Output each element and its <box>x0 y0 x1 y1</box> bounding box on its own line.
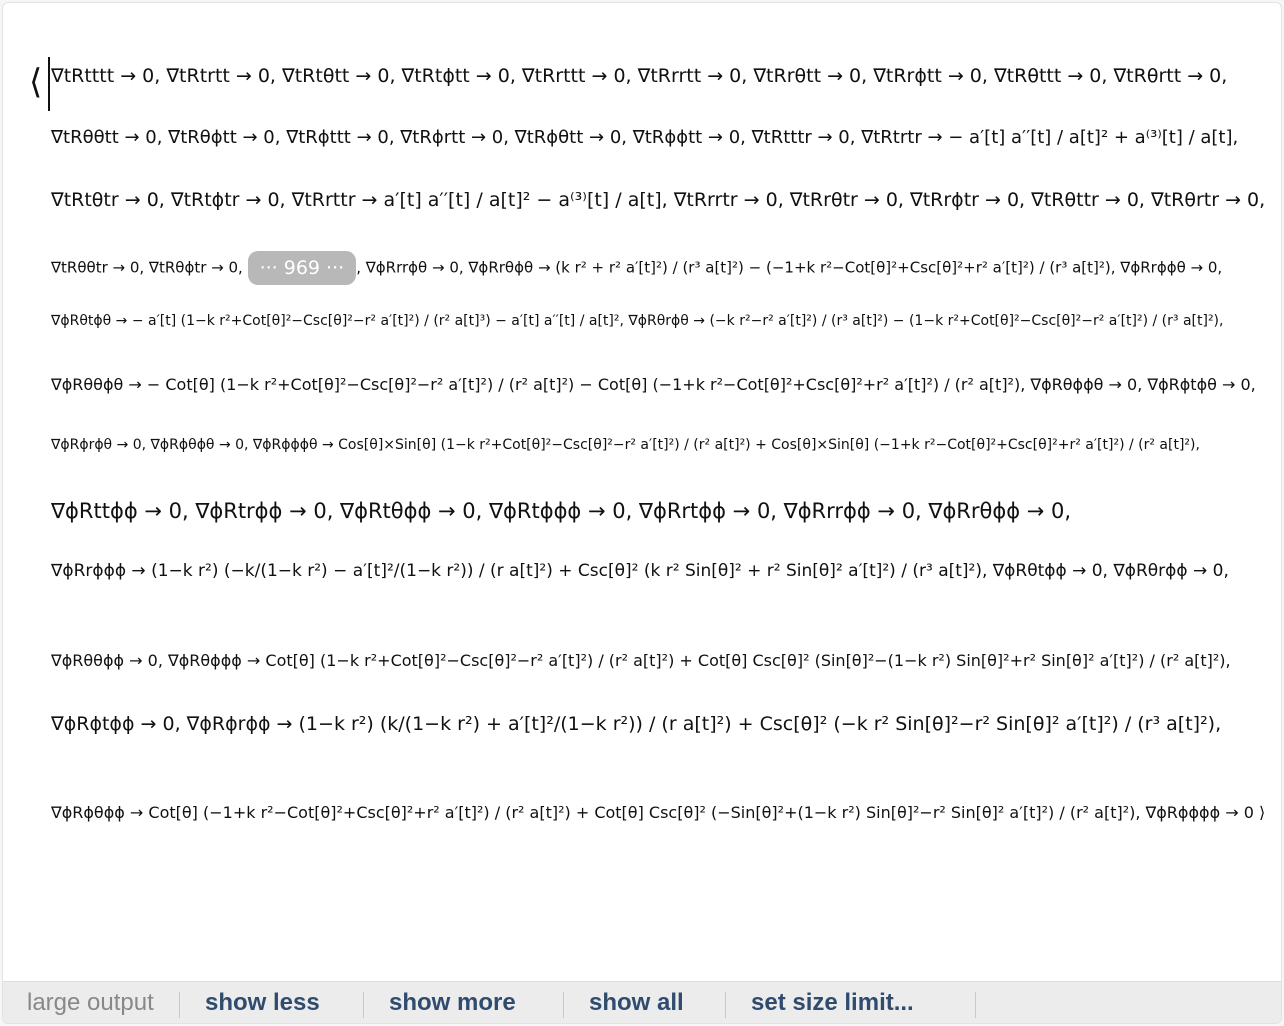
separator <box>975 992 976 1018</box>
output-line-4: ∇tRθθtr → 0, ∇tRθϕtr → 0, ··· 969 ··· , ∇ϕRrrϕθ → 0, ∇ϕRrθϕθ → (k r² + r² a′[t]²) / (r³ a[t]²) − (−1+k r²−Cot[θ]²+Csc[θ]²+r² a′[t]²) / (r³ a[t]²), ∇ϕRrϕϕθ → 0, <box>31 251 1271 313</box>
output-line-12: ∇ϕRϕθϕϕ → Cot[θ] (−1+k r²−Cot[θ]²+Csc[θ]²+r² a′[t]²) / (r² a[t]²) + Cot[θ] Csc[θ]² (−Sin[θ]²+(1−k r²) Sin[θ]²−r² Sin[θ]² a′[t]²) / (r² a[t]²), ∇ϕRϕϕϕϕ → 0 ⟩ <box>51 803 1266 822</box>
bracket-bar <box>48 57 50 111</box>
open-bracket: ⟨ <box>29 62 43 102</box>
close-bracket: ⟩ <box>1258 803 1266 822</box>
set-size-limit-button[interactable]: set size limit... <box>751 989 914 1016</box>
output-line-6: ∇ϕRθθϕθ → − Cot[θ] (1−k r²+Cot[θ]²−Csc[θ]²−r² a′[t]²) / (r² a[t]²) − Cot[θ] (−1+k r²−Cot[θ]²+Csc[θ]²+r² a′[t]²) / (r² a[t]²), ∇ϕRθϕϕθ → 0, ∇ϕRϕtϕθ → 0, <box>51 375 1256 394</box>
output-line-11: ∇ϕRϕtϕϕ → 0, ∇ϕRϕrϕϕ → (1−k r²) (k/(1−k r²) + a′[t]²/(1−k r²)) / (r a[t]²) + Csc[θ]² (−k r² Sin[θ]²−r² Sin[θ]² a′[t]²) / (r³ a[t]²), <box>51 713 1222 735</box>
output-line-10: ∇ϕRθθϕϕ → 0, ∇ϕRθϕϕϕ → Cot[θ] (1−k r²+Cot[θ]²−Csc[θ]²−r² a′[t]²) / (r² a[t]²) + Cot[θ] Csc[θ]² (Sin[θ]²−(1−k r²) Sin[θ]²+r² Sin[θ]² a′[t]²) / (r² a[t]²), <box>51 651 1231 670</box>
large-output-label: large output <box>27 989 154 1016</box>
show-all-button[interactable]: show all <box>589 989 684 1016</box>
elided-terms-button[interactable]: ··· 969 ··· <box>248 251 357 285</box>
output-line-9: ∇ϕRrϕϕϕ → (1−k r²) (−k/(1−k r²) − a′[t]²/(1−k r²)) / (r a[t]²) + Csc[θ]² (k r² Sin[θ]² + r² Sin[θ]² a′[t]²) / (r³ a[t]²), ∇ϕRθtϕϕ → 0, ∇ϕRθrϕϕ → 0, <box>51 561 1229 581</box>
output-line-2: ∇tRθθtt → 0, ∇tRθϕtt → 0, ∇tRϕttt → 0, ∇tRϕrtt → 0, ∇tRϕθtt → 0, ∇tRϕϕtt → 0, ∇tRtttr → 0, ∇tRtrtr → − a′[t] a′′[t] / a[t]² + a⁽³⁾[t] / a[t], <box>51 127 1239 148</box>
large-output-bar <box>3 981 1281 1024</box>
separator <box>725 992 726 1018</box>
output-line-8: ∇ϕRttϕϕ → 0, ∇ϕRtrϕϕ → 0, ∇ϕRtθϕϕ → 0, ∇ϕRtϕϕϕ → 0, ∇ϕRrtϕϕ → 0, ∇ϕRrrϕϕ → 0, ∇ϕRrθϕϕ → 0, <box>51 499 1072 523</box>
output-cell <box>2 2 1282 1024</box>
output-line-3: ∇tRtθtr → 0, ∇tRtϕtr → 0, ∇tRrttr → a′[t] a′′[t] / a[t]² − a⁽³⁾[t] / a[t], ∇tRrrtr → 0, ∇tRrθtr → 0, ∇tRrϕtr → 0, ∇tRθttr → 0, ∇tRθrtr → 0, <box>51 189 1266 211</box>
show-more-button[interactable]: show more <box>389 989 516 1016</box>
separator <box>563 992 564 1018</box>
output-line-1: ⟨ ∇tRtttt → 0, ∇tRtrtt → 0, ∇tRtθtt → 0, ∇tRtϕtt → 0, ∇tRrttt → 0, ∇tRrrtt → 0, ∇tRrθtt → 0, ∇tRrϕtt → 0, ∇tRθttt → 0, ∇tRθrtt → 0, <box>31 65 1271 127</box>
separator <box>363 992 364 1018</box>
expression-output <box>29 62 1271 865</box>
show-less-button[interactable]: show less <box>205 989 320 1016</box>
output-line-5: ∇ϕRθtϕθ → − a′[t] (1−k r²+Cot[θ]²−Csc[θ]²−r² a′[t]²) / (r² a[t]³) − a′[t] a′′[t] / a[t]², ∇ϕRθrϕθ → (−k r²−r² a′[t]²) / (r³ a[t]²) − (1−k r²+Cot[θ]²−Csc[θ]²−r² a′[t]²) / (r³ a[t]²), <box>51 313 1224 329</box>
output-line-7: ∇ϕRϕrϕθ → 0, ∇ϕRϕθϕθ → 0, ∇ϕRϕϕϕθ → Cos[θ]×Sin[θ] (1−k r²+Cot[θ]²−Csc[θ]²−r² a′[t]²) / (r² a[t]²) + Cos[θ]×Sin[θ] (−1+k r²−Cot[θ]²+Csc[θ]²+r² a′[t]²) / (r² a[t]²), <box>51 437 1200 453</box>
separator <box>179 992 180 1018</box>
